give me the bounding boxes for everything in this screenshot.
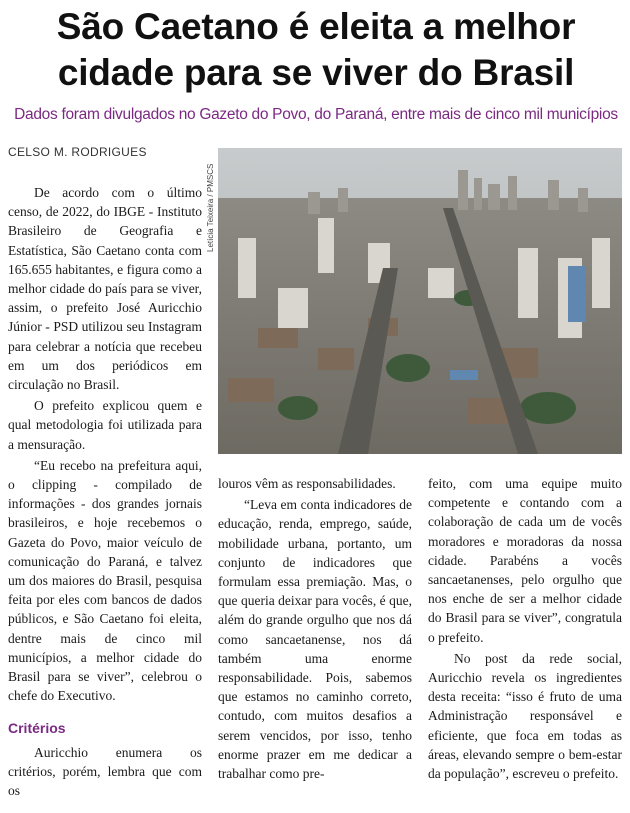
subheadline: Dados foram divulgados no Gazeto do Povo, do Paraná, entre mais de cinco mil municípios xyxy=(14,106,618,123)
paragraph: O prefeito explicou quem e qual metodologia foi utilizada para a mensuração. xyxy=(8,398,202,452)
city-aerial-photo xyxy=(218,148,622,454)
section-heading-criterios: Critérios xyxy=(8,720,66,737)
paragraph: “Leva em conta indicadores de educação, renda, emprego, saúde, mobilidade urbana, portanto, um conjunto de indicadores que formulam essa premiação. Mas, o que queria deixar para vocês, é que, além do grande orgulho que nos dá como sancaetanense, nos dá também uma enorme responsabilidade. Pois, sabemos que estamos no caminho correto, contudo, com muitos desafios a serem vencidos, por isso, tenho enorme prazer em me dedicar a trabalhar como pre- xyxy=(218,497,412,782)
byline: CELSO M. RODRIGUES xyxy=(8,145,147,159)
paragraph: louros vêm as responsabilidades. xyxy=(218,476,396,491)
paragraph: No post da rede social, Auricchio revela os ingredientes desta receita: “isso é fruto de uma Administração responsável e eficiente, que foca em todas as áreas, elevando sempre o bem-estar da população”, escreveu o prefeito. xyxy=(428,650,622,782)
paragraph: Auricchio enumera os critérios, porém, lembra que com os xyxy=(8,744,202,799)
paragraph: De acordo com o último censo, de 2022, do IBGE - Instituto Brasileiro de Geografia e Estatística, São Caetano conta com 165.655 habitantes, e figura como a melhor cidade do país para se viver, assim, o prefeito José Auricchio Júnior - PSD utilizou seu Instagram para celebrar a notícia que recebeu em um dos periódicos em circulação no Brasil. xyxy=(8,185,203,393)
article-column-3 xyxy=(428,474,622,785)
article-column-2 xyxy=(218,474,412,785)
paragraph: feito, com uma equipe muito competente e contando com a colaboração de cada um de vocês moradores e moradoras da nossa cidade. Parabéns a vocês sancaetanenses, pelo orgulho que nos enche de ser a melhor cidade do Brasil para se viver”, congratula o prefeito. xyxy=(428,476,622,645)
headline: São Caetano é eleita a melhor cidade para se viver do Brasil xyxy=(56,6,576,93)
photo-credit: Letícia Teixeira / PMSCS xyxy=(206,163,215,252)
article-column-1 xyxy=(8,183,202,802)
paragraph: “Eu recebo na prefeitura aqui, o clipping - compilado de informações - dos grandes jornais brasileiros, e hoje recebemos o Gazeta do Povo, maior veículo de comunicação do Paraná, e talvez um dos maiores do Brasil, pesquisa feita por eles com bancos de dados públicos, e São Caetano foi eleita, dentre mais de cinco mil municípios, a melhor cidade do Brasil para se viver”, celebrou o chefe do Executivo. xyxy=(8,457,202,704)
